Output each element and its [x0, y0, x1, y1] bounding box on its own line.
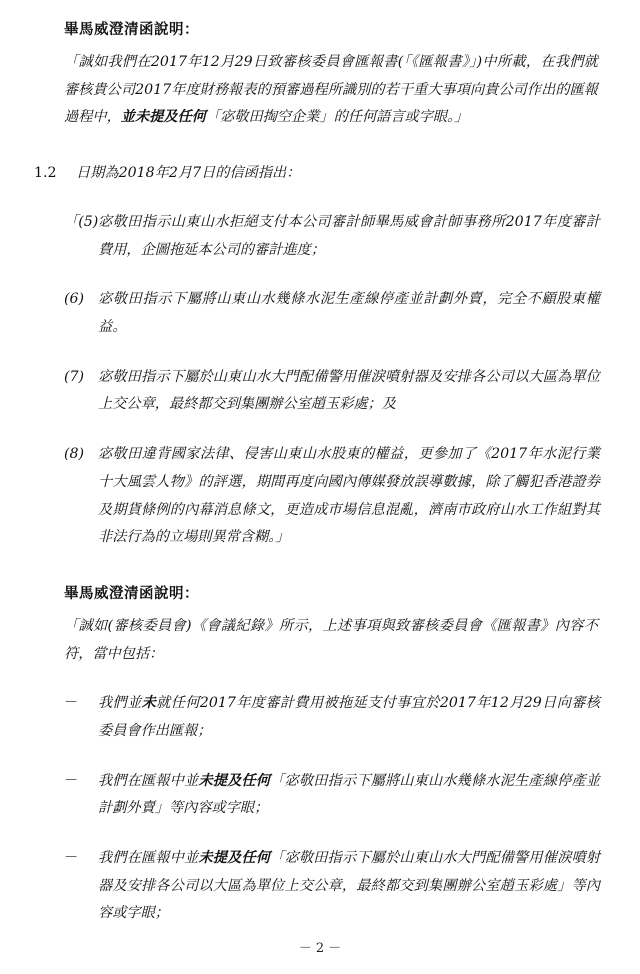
clause-text: 日期為2018年2月7日的信函指出：: [76, 165, 301, 182]
list-item: [64, 209, 606, 264]
dash-part-1: 我們在匯報中並: [98, 772, 199, 789]
list-item: [64, 768, 606, 823]
clause-number: 1.2: [34, 165, 57, 182]
dash-marker: －: [64, 695, 79, 712]
clause-1-2: [34, 160, 606, 187]
dash-part-2: 「宓敬田指示下屬於山東山水大門配備警用催淚噴射器及安排各公司以大區為單位上交公章，最終都交到集團辦公室趙玉彩處」等內容或字眼；: [98, 850, 600, 922]
quote-1-part2: 「宓敬田掏空企業」的任何語言或字眼。」: [205, 109, 469, 126]
dash-emphasis-1: 未提及任何: [198, 850, 271, 867]
quote-1-emphasis: 並未提及任何: [120, 109, 206, 126]
heading-kpmg-clarification-1: 畢馬威澄清函說明：: [64, 21, 199, 38]
quote-block-2: 「誠如(審核委員會)《會議紀錄》所示，上述事項與致審核委員會《匯報書》內容不符，當中包括：: [64, 617, 598, 662]
item-marker: 「(5): [64, 214, 99, 231]
page-number: － 2 －: [298, 941, 342, 956]
list-item: [64, 286, 606, 341]
quote-block-1: [64, 49, 606, 132]
dash-emphasis-1: 未: [141, 695, 157, 712]
dash-item-text: [98, 845, 606, 928]
quote-1-part1: 「誠如我們在2017年12月29日致審核委員會匯報書(「《匯報書》」)中所載，在我們就審核貴公司2017年度財務報表的預審過程所識別的若干重大事項向貴公司作出的匯報過程中，: [64, 54, 598, 126]
item-text: 宓敬田指示下屬將山東山水幾條水泥生產線停產並計劃外賣，完全不顧股東權益。: [98, 291, 600, 336]
item-text: 宓敬田違背國家法律、侵害山東山水股東的權益，更參加了《2017年水泥行業十大風雲人物》的評選，期間再度向國內傳媒發放誤導數據，除了觸犯香港證券及期貨條例的內幕消息條文，更造成市場信息混亂，濟南市政府山水工作組對其非法行為的立場則異常含糊。」: [98, 446, 600, 546]
dash-marker: －: [64, 850, 79, 867]
dash-part-1: 我們並: [98, 695, 142, 712]
dash-part-2: 就任何2017年度審計費用被拖延支付事宜於2017年12月29日向審核委員會作出匯報；: [98, 695, 600, 739]
item-text: 宓敬田指示山東山水拒絕支付本公司審計師畢馬威會計師事務所2017年度審計費用，企圖拖延本公司的審計進度；: [98, 214, 600, 258]
dash-marker: －: [64, 772, 79, 789]
item-marker: (6): [64, 291, 85, 308]
dash-item-text: [98, 690, 606, 745]
list-item: [64, 845, 606, 928]
dash-part-2: 「宓敬田指示下屬將山東山水幾條水泥生產線停產並計劃外賣」等內容或字眼；: [98, 772, 600, 817]
heading-kpmg-clarification-2: 畢馬威澄清函說明：: [64, 584, 199, 602]
item-marker: (7): [64, 368, 85, 385]
dash-item-text: [98, 768, 606, 823]
list-item: [64, 441, 606, 552]
list-item: [64, 364, 606, 419]
dash-part-1: 我們在匯報中並: [98, 850, 199, 867]
item-text: 宓敬田指示下屬於山東山水大門配備警用催淚噴射器及安排各公司以大區為單位上交公章，最終都交到集團辦公室趙玉彩處；及: [98, 368, 600, 413]
item-marker: (8): [64, 446, 85, 463]
dash-emphasis-1: 未提及任何: [198, 772, 271, 789]
list-item: [64, 690, 606, 745]
